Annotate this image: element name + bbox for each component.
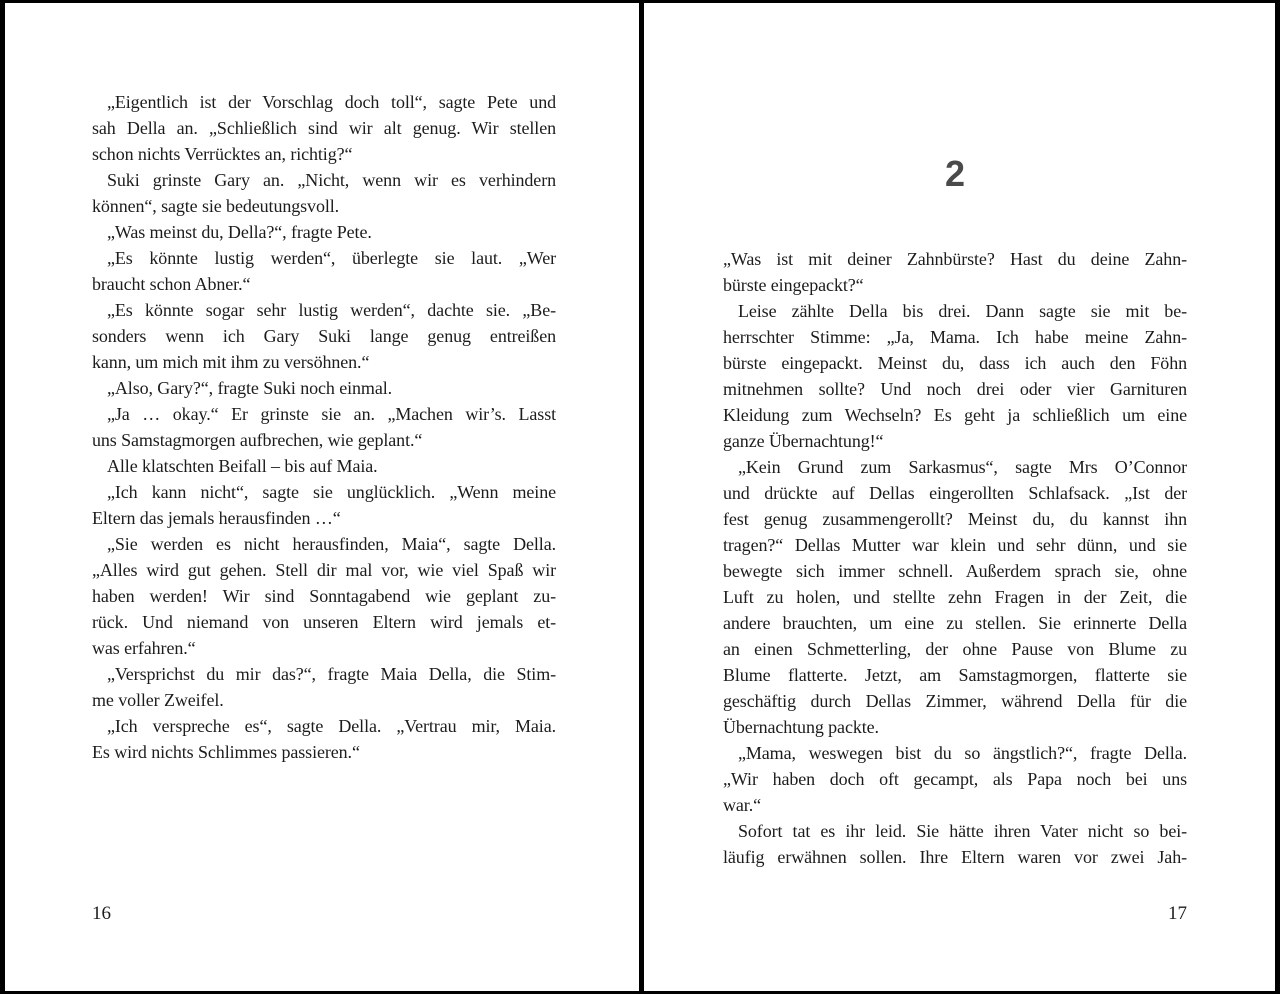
text-line: läufig erwähnen sollen. Ihre Eltern waren vor zwei Jah-	[723, 847, 1187, 867]
text-line: Sofort tat es ihr leid. Sie hätte ihren Vater nicht so bei-	[738, 821, 1187, 841]
text-line: geschäftig durch Dellas Zimmer, während Della für die	[723, 691, 1187, 711]
text-line: herrschter Stimme: „Ja, Mama. Ich habe meine Zahn-	[723, 327, 1187, 347]
text-line: „Ich kann nicht“, sagte sie unglücklich. „Wenn meine	[107, 482, 556, 502]
text-line: tragen?“ Dellas Mutter war klein und sehr dünn, und sie	[723, 535, 1187, 555]
text-line: Übernachtung packte.	[723, 717, 879, 737]
right-page-text	[723, 246, 1187, 870]
text-line: „Was ist mit deiner Zahnbürste? Hast du deine Zahn-	[723, 249, 1187, 269]
text-line: „Mama, weswegen bist du so ängstlich?“, fragte Della.	[738, 743, 1187, 763]
text-line: „Eigentlich ist der Vorschlag doch toll“, sagte Pete und	[107, 92, 556, 112]
left-page-number: 16	[92, 903, 111, 924]
text-line: „Ja … okay.“ Er grinste sie an. „Machen wir’s. Lasst	[107, 404, 556, 424]
text-line: uns Samstagmorgen aufbrechen, wie geplant.“	[92, 430, 423, 450]
text-line: braucht schon Abner.“	[92, 274, 251, 294]
text-line: „Was meinst du, Della?“, fragte Pete.	[107, 222, 372, 242]
text-line: Eltern das jemals herausfinden …“	[92, 508, 341, 528]
text-line: „Wir haben doch oft gecampt, als Papa noch bei uns	[723, 769, 1187, 789]
text-line: bürste eingepackt?“	[723, 275, 864, 295]
text-line: war.“	[723, 795, 761, 815]
text-line: bürste eingepackt. Meinst du, dass ich auch den Föhn	[723, 353, 1187, 373]
text-line: mitnehmen sollte? Und noch drei oder vier Garnituren	[723, 379, 1187, 399]
text-line: haben werden! Wir sind Sonntagabend wie geplant zu-	[92, 586, 556, 606]
text-line: Es wird nichts Schlimmes passieren.“	[92, 742, 360, 762]
text-line: „Es könnte sogar sehr lustig werden“, dachte sie. „Be-	[107, 300, 556, 320]
text-line: „Sie werden es nicht herausfinden, Maia“, sagte Della.	[107, 534, 556, 554]
text-line: me voller Zweifel.	[92, 690, 224, 710]
text-line: „Also, Gary?“, fragte Suki noch einmal.	[107, 378, 393, 398]
text-line: Kleidung zum Wechseln? Es geht ja schließlich um eine	[723, 405, 1187, 425]
text-line: sah Della an. „Schließlich sind wir alt genug. Wir stellen	[92, 118, 556, 138]
text-line: und drückte auf Dellas eingerollten Schlafsack. „Ist der	[723, 483, 1187, 503]
text-line: was erfahren.“	[92, 638, 196, 658]
text-line: fest genug zusammengerollt? Meinst du, du kannst ihn	[723, 509, 1187, 529]
text-line: Alle klatschten Beifall – bis auf Maia.	[107, 456, 378, 476]
page-border-right	[1275, 0, 1280, 994]
text-line: Luft zu holen, und stellte zehn Fragen in der Zeit, die	[723, 587, 1187, 607]
text-line: an einen Schmetterling, der ohne Pause von Blume zu	[723, 639, 1187, 659]
text-line: rück. Und niemand von unseren Eltern wird jemals et-	[92, 612, 556, 632]
text-line: ganze Übernachtung!“	[723, 431, 884, 451]
left-page-text	[92, 89, 556, 765]
text-line: bewegte sich immer schnell. Außerdem sprach sie, ohne	[723, 561, 1187, 581]
text-line: kann, um mich mit ihm zu versöhnen.“	[92, 352, 370, 372]
text-line: „Versprichst du mir das?“, fragte Maia Della, die Stim-	[107, 664, 556, 684]
text-line: Suki grinste Gary an. „Nicht, wenn wir es verhindern	[107, 170, 556, 190]
text-line: sonders wenn ich Gary Suki lange genug entreißen	[92, 326, 556, 346]
left-page	[5, 0, 639, 994]
text-line: Blume flatterte. Jetzt, am Samstagmorgen, flatterte sie	[723, 665, 1187, 685]
right-page-number: 17	[1168, 903, 1187, 924]
right-page	[644, 0, 1275, 994]
text-line: „Alles wird gut gehen. Stell dir mal vor, wie viel Spaß wir	[92, 560, 556, 580]
text-line: Leise zählte Della bis drei. Dann sagte sie mit be-	[738, 301, 1187, 321]
chapter-heading: 2	[944, 153, 966, 194]
text-line: „Es könnte lustig werden“, überlegte sie laut. „Wer	[107, 248, 556, 268]
text-line: können“, sagte sie bedeutungsvoll.	[92, 196, 340, 216]
text-line: schon nichts Verrücktes an, richtig?“	[92, 144, 353, 164]
text-line: „Kein Grund zum Sarkasmus“, sagte Mrs O’Connor	[738, 457, 1187, 477]
text-line: „Ich verspreche es“, sagte Della. „Vertrau mir, Maia.	[107, 716, 556, 736]
text-line: andere brauchten, um eine zu stellen. Sie erinnerte Della	[723, 613, 1187, 633]
